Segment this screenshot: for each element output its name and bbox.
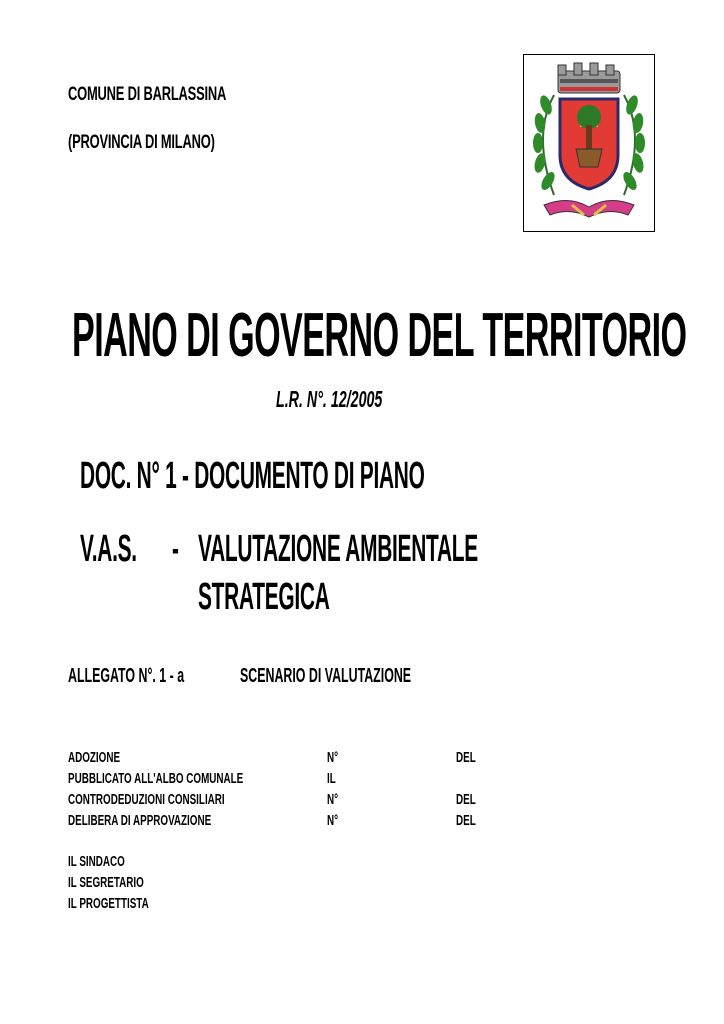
municipality-name: COMUNE DI BARLASSINA (68, 84, 227, 105)
record-number: N° (327, 792, 339, 808)
coat-of-arms-icon (524, 55, 654, 231)
record-label: DELIBERA DI APPROVAZIONE (68, 813, 212, 829)
law-reference: L.R. N°. 12/2005 (276, 386, 383, 412)
record-label: PUBBLICATO ALL'ALBO COMUNALE (68, 771, 244, 787)
record-date: DEL (456, 813, 476, 829)
record-number: N° (327, 813, 339, 829)
crest-frame (523, 54, 655, 232)
province-name: (PROVINCIA DI MILANO) (68, 132, 215, 153)
signature-designer: IL PROGETTISTA (68, 896, 149, 912)
vas-title-line1: VALUTAZIONE AMBIENTALE (198, 528, 478, 570)
shield-icon (560, 99, 618, 189)
table-row (0, 813, 724, 833)
table-row (0, 750, 724, 770)
document-title: DOC. N° 1 - DOCUMENTO DI PIANO (80, 455, 425, 497)
signature-mayor: IL SINDACO (68, 854, 125, 870)
vas-code: V.A.S. (80, 528, 137, 570)
table-row (0, 792, 724, 812)
record-label: ADOZIONE (68, 750, 121, 766)
laurel-left-icon (533, 94, 558, 195)
record-date: DEL (456, 792, 476, 808)
page-title: PIANO DI GOVERNO DEL TERRITORIO (72, 301, 687, 370)
ribbon-icon (544, 200, 634, 217)
vas-title-line2: STRATEGICA (198, 576, 330, 618)
crown-icon (558, 63, 620, 93)
laurel-right-icon (621, 94, 646, 195)
record-number: N° (327, 750, 339, 766)
record-number: IL (327, 771, 336, 787)
record-label: CONTRODEDUZIONI CONSILIARI (68, 792, 225, 808)
signature-secretary: IL SEGRETARIO (68, 875, 144, 891)
allegato-title: SCENARIO DI VALUTAZIONE (240, 665, 412, 687)
vas-dash: - (172, 528, 179, 570)
allegato-label: ALLEGATO N°. 1 - a (68, 665, 185, 687)
record-date: DEL (456, 750, 476, 766)
table-row (0, 771, 724, 791)
